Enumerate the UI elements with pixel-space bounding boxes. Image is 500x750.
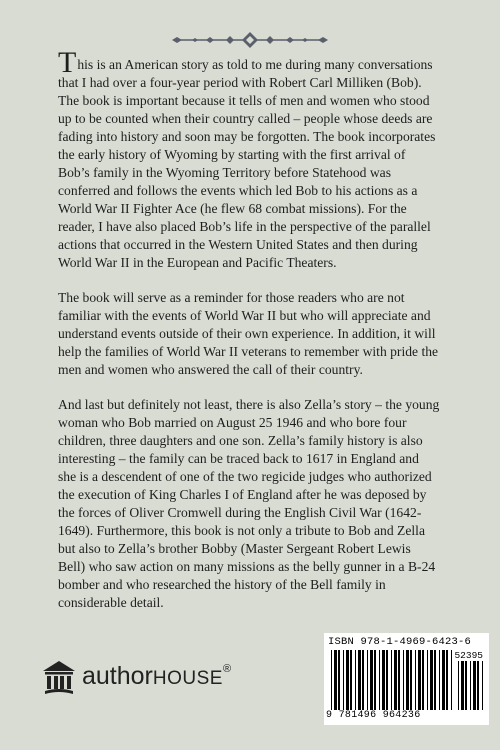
price-code: 52395 xyxy=(454,650,483,661)
paragraph-zella: And last but definitely not least, there is also Zella’s story – the young woman who Bob married on August 25 1946 and who bore four children, three daughters and one son. Zella’s family history is also interesting – the family can be traced back to 1617 in England and she is a descendent of one of the two regicide judges who authorized the execution of King Charles I of England after he was deposed by the forces of Oliver Cromwell during the English Civil War (1642-1649). Furthermore, this book is not only a tribute to Bob and Zella but also to Zella’s brother Bobby (Master Sergeant Robert Lewis Bell) who saw action on many missions as the belly gunner in a B-24 bomber and who researched the history of the Bell family in considerable detail. xyxy=(58,397,440,610)
paragraph-intro xyxy=(58,46,440,272)
isbn-barcode xyxy=(324,633,489,725)
paragraph-intro-text: his is an American story as told to me during many conversations that I had over a four-year period with Robert Carl Milliken (Bob). The book is important because it tells of men and women who stood up to be counted when their country called – people whose deeds are fading into history and soon may be forgotten. The book incorporates the early history of Wyoming by starting with the first arrival of Bob’s family in the Wyoming Territory before Statehood was conferred and follows the events which led Bob to his actions as a World War II Fighter Ace (he flew 68 combat missions). For the reader, I have also placed Bob’s life in the perspective of the parallel actions that occurred in the Western United States and then during World War II in the European and Pacific Theaters. xyxy=(58,57,436,270)
isbn-label: ISBN 978-1-4969-6423-6 xyxy=(328,636,472,648)
flourish-divider-icon xyxy=(170,28,330,52)
drop-cap: T xyxy=(58,46,77,79)
paragraph-reminder: The book will serve as a reminder for those readers who are not familiar with the events of World War II but who will appreciate and understand events outside of their own experience. In addition, it will help the families of World War II veterans to remember with pride the men and women who answered the call of their country. xyxy=(58,290,439,377)
barcode-addon-bars xyxy=(457,661,485,710)
publisher-name: authorHOUSE® xyxy=(82,662,232,690)
barcode-bars xyxy=(330,650,454,710)
back-cover-description xyxy=(58,46,440,629)
book-building-icon xyxy=(42,660,76,696)
barcode-digits: 9 781496 964236 xyxy=(326,710,421,721)
